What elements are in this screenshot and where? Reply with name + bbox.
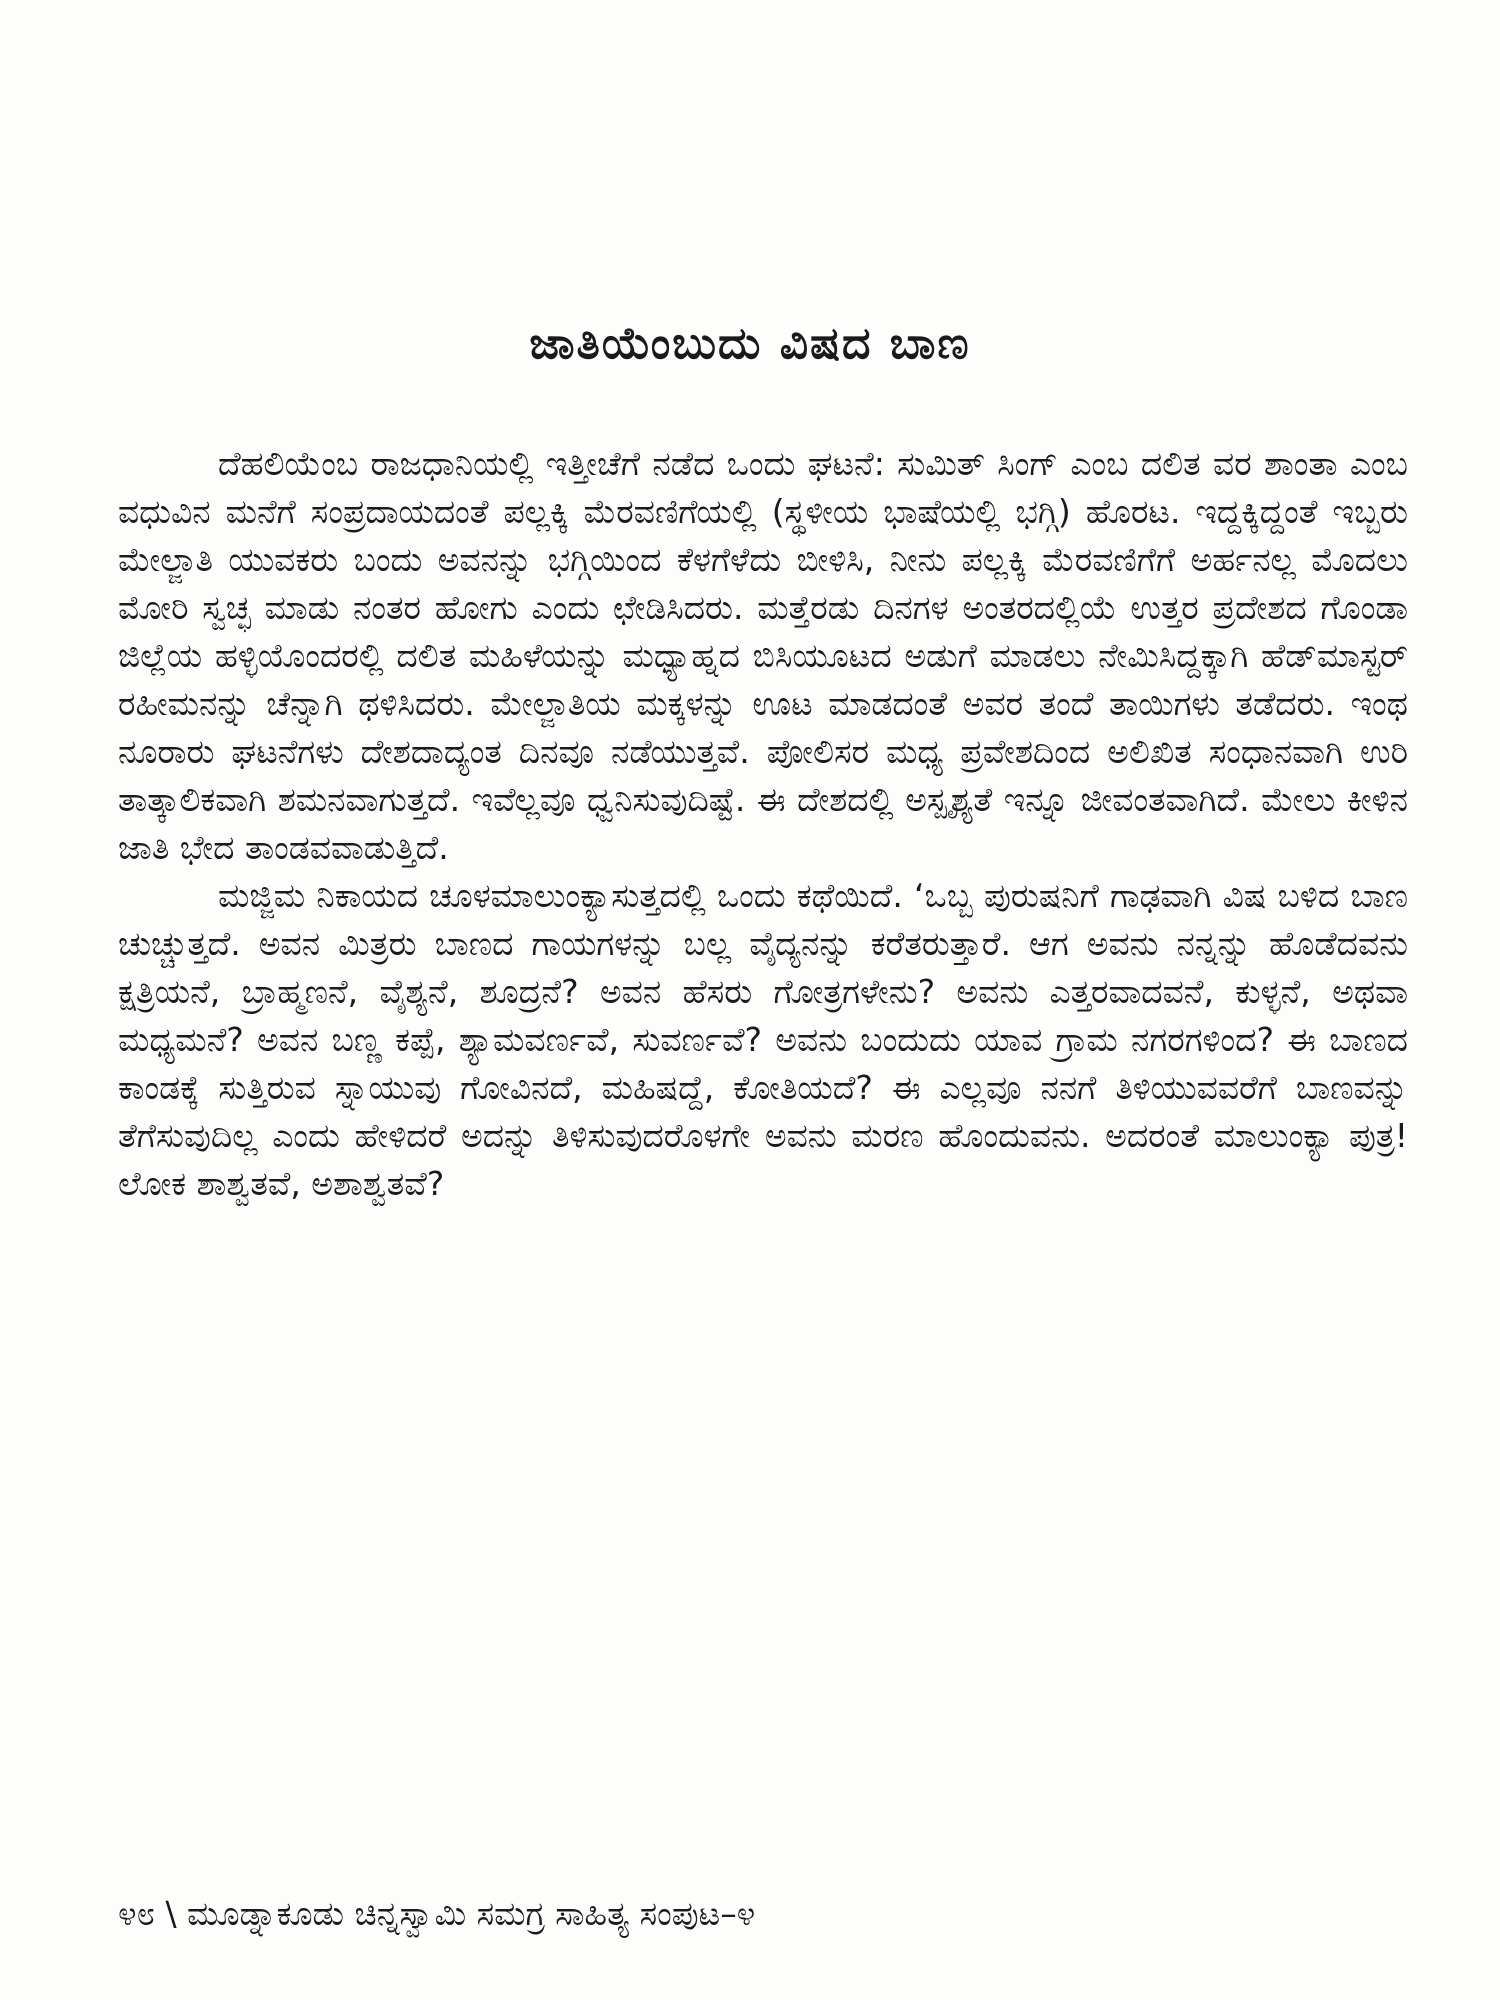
page-footer: ೪೮ \ ಮೂಡ್ನಾಕೂಡು ಚಿನ್ನಸ್ವಾಮಿ ಸಮಗ್ರ ಸಾಹಿತ್ಯ ಸಂಪುಟ–೪: [118, 1894, 756, 1933]
paragraph-2: ಮಜ್ಜಿಮ ನಿಕಾಯದ ಚೂಳಮಾಲುಂಕ್ಯಾಸುತ್ತದಲ್ಲಿ ಒಂದು ಕಥೆಯಿದೆ. ‘ಒಬ್ಬ ಪುರುಷನಿಗೆ ಗಾಢವಾಗಿ ವಿಷ ಬಳಿದ ಬಾಣ ಚುಚ್ಚುತ್ತದೆ. ಅವನ ಮಿತ್ರರು ಬಾಣದ ಗಾಯಗಳನ್ನು ಬಲ್ಲ ವೈದ್ಯನನ್ನು ಕರೆತರುತ್ತಾರೆ. ಆಗ ಅವನು ನನ್ನನ್ನು ಹೊಡೆದವನು ಕ್ಷತ್ರಿಯನೆ, ಬ್ರಾಹ್ಮಣನೆ, ವೈಶ್ಯನೆ, ಶೂದ್ರನೆ? ಅವನ ಹೆಸರು ಗೋತ್ರಗಳೇನು? ಅವನು ಎತ್ತರವಾದವನೆ, ಕುಳ್ಳನೆ, ಅಥವಾ ಮಧ್ಯಮನೆ? ಅವನ ಬಣ್ಣ ಕಪ್ಪೆ, ಶ್ಯಾಮವರ್ಣವೆ, ಸುವರ್ಣವೆ? ಅವನು ಬಂದುದು ಯಾವ ಗ್ರಾಮ ನಗರಗಳಿಂದ? ಈ ಬಾಣದ ಕಾಂಡಕ್ಕೆ ಸುತ್ತಿರುವ ಸ್ನಾಯುವು ಗೋವಿನದೆ, ಮಹಿಷದ್ದೆ, ಕೋತಿಯದೆ? ಈ ಎಲ್ಲವೂ ನನಗೆ ತಿಳಿಯುವವರೆಗೆ ಬಾಣವನ್ನು ತೆಗೆಸುವುದಿಲ್ಲ ಎಂದು ಹೇಳಿದರೆ ಅದನ್ನು ತಿಳಿಸುವುದರೊಳಗೇ ಅವನು ಮರಣ ಹೊಂದುವನು. ಅದರಂತೆ ಮಾಲುಂಕ್ಯಾ ಪುತ್ರ! ಲೋಕ ಶಾಶ್ವತವೆ, ಅಶಾಶ್ವತವೆ?: [118, 876, 1408, 1203]
page-title: ಜಾತಿಯೆಂಬುದು ವಿಷದ ಬಾಣ: [529, 318, 971, 369]
paragraph-1: ದೆಹಲಿಯೆಂಬ ರಾಜಧಾನಿಯಲ್ಲಿ ಇತ್ತೀಚೆಗೆ ನಡೆದ ಒಂದು ಘಟನೆ: ಸುಮಿತ್ ಸಿಂಗ್ ಎಂಬ ದಲಿತ ವರ ಶಾಂತಾ ಎಂಬ ವಧುವಿನ ಮನೆಗೆ ಸಂಪ್ರದಾಯದಂತೆ ಪಲ್ಲಕ್ಕಿ ಮೆರವಣಿಗೆಯಲ್ಲಿ (ಸ್ಥಳೀಯ ಭಾಷೆಯಲ್ಲಿ ಭಗ್ಗಿ) ಹೊರಟ. ಇದ್ದಕ್ಕಿದ್ದಂತೆ ಇಬ್ಬರು ಮೇಲ್ಜಾತಿ ಯುವಕರು ಬಂದು ಅವನನ್ನು ಭಗ್ಗಿಯಿಂದ ಕೆಳಗೆಳೆದು ಬೀಳಿಸಿ, ನೀನು ಪಲ್ಲಕ್ಕಿ ಮೆರವಣಿಗೆಗೆ ಅರ್ಹನಲ್ಲ ಮೊದಲು ಮೋರಿ ಸ್ವಚ್ಛ ಮಾಡು ನಂತರ ಹೋಗು ಎಂದು ಛೇಡಿಸಿದರು. ಮತ್ತೆರಡು ದಿನಗಳ ಅಂತರದಲ್ಲಿಯೆ ಉತ್ತರ ಪ್ರದೇಶದ ಗೊಂಡಾ ಜಿಲ್ಲೆಯ ಹಳ್ಳಿಯೊಂದರಲ್ಲಿ ದಲಿತ ಮಹಿಳೆಯನ್ನು ಮಧ್ಯಾಹ್ನದ ಬಿಸಿಯೂಟದ ಅಡುಗೆ ಮಾಡಲು ನೇಮಿಸಿದ್ದಕ್ಕಾಗಿ ಹೆಡ್‌ಮಾಸ್ಟರ್ ರಹೀಮನನ್ನು ಚೆನ್ನಾಗಿ ಥಳಿಸಿದರು. ಮೇಲ್ಜಾತಿಯ ಮಕ್ಕಳನ್ನು ಊಟ ಮಾಡದಂತೆ ಅವರ ತಂದೆ ತಾಯಿಗಳು ತಡೆದರು. ಇಂಥ ನೂರಾರು ಘಟನೆಗಳು ದೇಶದಾದ್ಯಂತ ದಿನವೂ ನಡೆಯುತ್ತವೆ. ಪೋಲಿಸರ ಮಧ್ಯ ಪ್ರವೇಶದಿಂದ ಅಲಿಖಿತ ಸಂಧಾನವಾಗಿ ಉರಿ ತಾತ್ಕಾಲಿಕವಾಗಿ ಶಮನವಾಗುತ್ತದೆ. ಇವೆಲ್ಲವೂ ಧ್ವನಿಸುವುದಿಷ್ಟೆ. ಈ ದೇಶದಲ್ಲಿ ಅಸ್ಪೃಶ್ಯತೆ ಇನ್ನೂ ಜೀವಂತವಾಗಿದೆ. ಮೇಲು ಕೀಳಿನ ಜಾತಿ ಭೇದ ತಾಂಡವವಾಡುತ್ತಿದೆ.: [118, 444, 1408, 867]
body-text: [118, 440, 1408, 1208]
